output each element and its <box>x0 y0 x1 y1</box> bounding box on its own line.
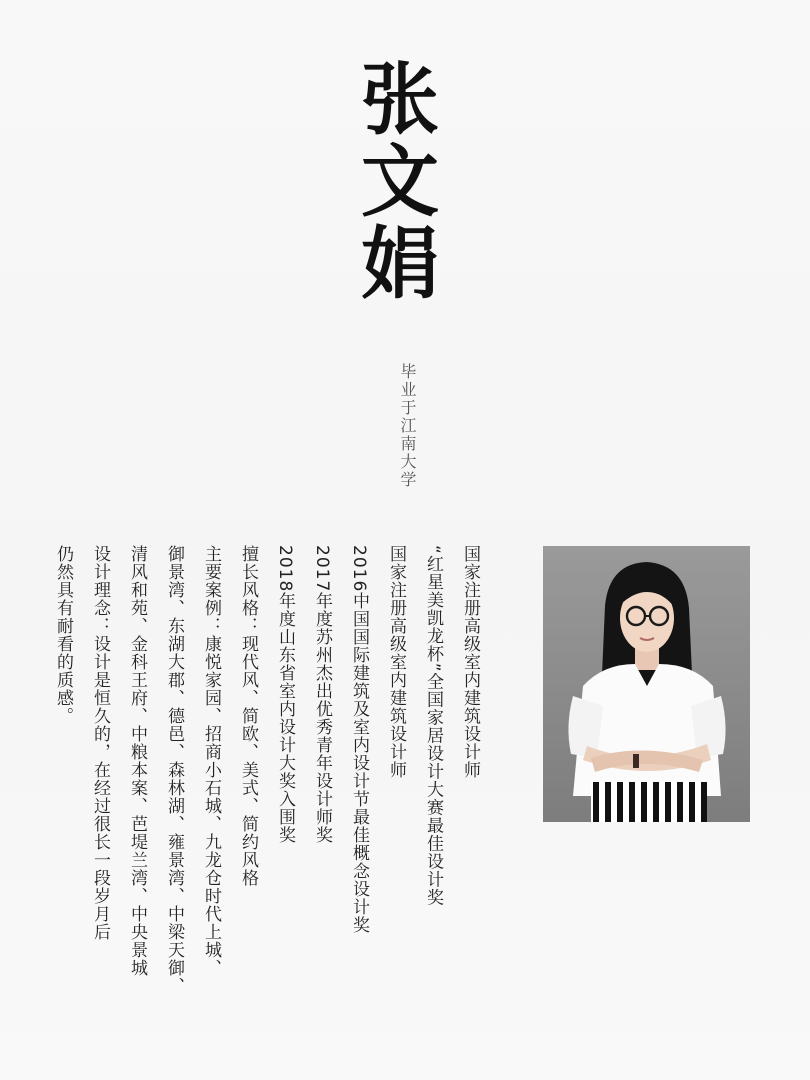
portrait-illustration <box>543 546 750 822</box>
bio-line: 国家注册高级室内建筑设计师 <box>386 545 406 779</box>
bio-text <box>44 545 488 1045</box>
bio-line: 主要案例：康悦家园、招商小石城、九龙仓时代上城、 <box>201 545 221 977</box>
bio-line: 御景湾、东湖大郡、德邑、森林湖、雍景湾、中梁天御、 <box>164 545 184 995</box>
bio-line: 国家注册高级室内建筑设计师 <box>460 545 480 779</box>
bio-line: 清风和苑、金科王府、中粮本案、芭堤兰湾、中央景城 <box>127 545 147 977</box>
education-line: 毕业于江南大学 <box>398 363 417 489</box>
bio-line: 2017年度苏州杰出优秀青年设计师奖 <box>312 545 332 845</box>
bio-line: “红星美凯龙杯”全国家居设计大赛最佳设计奖 <box>423 545 443 907</box>
bio-line: 2018年度山东省室内设计大奖入围奖 <box>275 545 295 845</box>
bio-line: 仍然具有耐看的质感。 <box>53 545 73 725</box>
bio-line: 设计理念：设计是恒久的，在经过很长一段岁月后 <box>90 545 110 941</box>
designer-name: 张文娟 <box>348 58 439 304</box>
bio-line: 擅长风格：现代风、简欧、美式、简约风格 <box>238 545 258 887</box>
portrait-photo <box>543 546 750 822</box>
bio-line: 2016中国国际建筑及室内设计节最佳概念设计奖 <box>349 545 369 935</box>
